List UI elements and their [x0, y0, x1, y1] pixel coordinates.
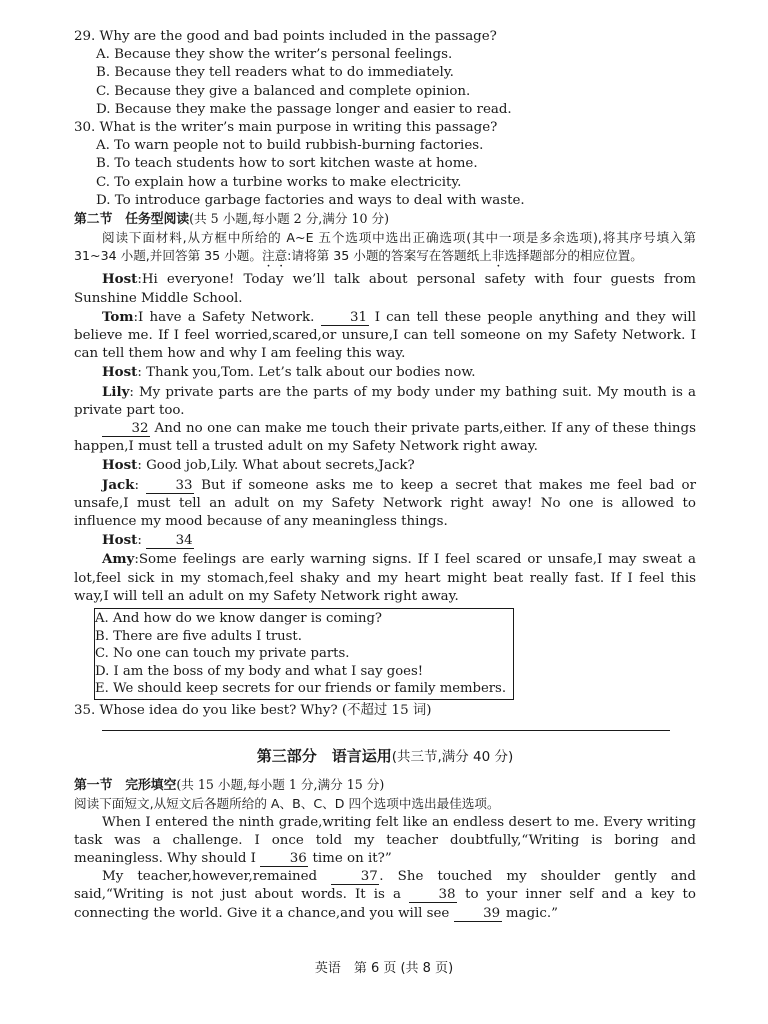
speaker-amy: Amy	[102, 551, 135, 568]
q30-option-d: D. To introduce garbage factories and ways to deal with waste.	[96, 192, 525, 208]
q29-option-b: B. Because they tell readers what to do immediately.	[96, 65, 454, 81]
speaker-host: Host	[102, 364, 138, 381]
q30-stem: 30. What is the writer’s main purpose in writing this passage?	[74, 120, 498, 136]
blank-38[interactable]: 38	[409, 888, 457, 903]
blank-32[interactable]: 32	[102, 422, 150, 437]
q29-option-d: D. Because they make the passage longer and easier to read.	[96, 101, 512, 117]
options-box	[94, 608, 514, 700]
blank-37[interactable]: 37	[331, 870, 379, 885]
speaker-lily: Lily	[102, 383, 130, 400]
q30-option-b: B. To teach students how to sort kitchen waste at home.	[96, 156, 478, 172]
dialogue-host-4: Host: 34	[102, 532, 193, 549]
box-option-c: C. No one can touch my private parts.	[95, 646, 350, 662]
dialogue-lily-2: 32 And no one can make me touch their private parts,either. If any of these things happen,I must tell a trusted adult on my Safety Network right away.	[74, 421, 696, 455]
blank-34[interactable]: 34	[146, 534, 194, 549]
speaker-host: Host	[102, 457, 138, 474]
section2-heading	[74, 210, 696, 229]
page-footer: 英语 第 6 页 (共 8 页)	[314, 961, 454, 976]
dialogue-host-2: Host: Thank you,Tom. Let’s talk about our bodies now.	[102, 364, 476, 381]
section2-title: 第二节 任务型阅读	[74, 212, 190, 228]
q29-option-c: C. Because they give a balanced and complete opinion.	[96, 83, 471, 99]
box-option-d: D. I am the boss of my body and what I say goes!	[95, 663, 424, 679]
part3-heading	[74, 745, 696, 766]
instr-note: 注意	[261, 248, 288, 264]
q30-option-c: C. To explain how a turbine works to make electricity.	[96, 174, 462, 190]
instr-fei: 非	[491, 248, 505, 264]
cloze-paragraph-1: When I entered the ninth grade,writing felt like an endless desert to me. Every writing task was a challenge. I once told my teacher doubtfully,“Writing is boring and meaningless. Why should I 36 time on it?”	[74, 814, 696, 867]
dialogue-jack: Jack: 33 But if someone asks me to keep a secret that makes me feel bad or unsafe,I must tell an adult on my Safety Network right away! No one is allowed to influence my mood because of any meaningless things.	[74, 476, 697, 530]
section2-instructions: 阅读下面材料,从方框中所给的 A~E 五个选项中选出正确选项(其中一项是多余选项),将其序号填入第 31~34 小题,并回答第 35 小题。注意:请将第 35 小题的答案写在答题纸上非选择题部分的相应位置。	[74, 230, 696, 264]
speaker-jack: Jack	[102, 476, 135, 493]
q29-stem: 29. Why are the good and bad points included in the passage?	[74, 29, 497, 44]
blank-36[interactable]: 36	[260, 852, 308, 867]
dialogue-tom: Tom:I have a Safety Network. 31 I can tell these people anything and they will believe me. If I feel worried,scared,or unsure,I can tell someone on my Safety Network. I can tell them how and why I am feeling this way.	[74, 308, 696, 362]
blank-39[interactable]: 39	[454, 907, 502, 922]
box-option-e: E. We should keep secrets for our friends or family members.	[95, 681, 507, 697]
dialogue-lily: Lily: My private parts are the parts of my body under my bathing suit. My mouth is a private part too.	[74, 383, 696, 418]
part3-score: (共三节,满分 40 分)	[391, 749, 514, 766]
part3-title: 第三部分 语言运用	[256, 747, 392, 766]
cloze-score: (共 15 小题,每小题 1 分,满分 15 分)	[176, 777, 385, 793]
blank-31[interactable]: 31	[321, 311, 369, 326]
speaker-tom: Tom	[102, 308, 134, 325]
dialogue-host-1: Host:Hi everyone! Today we’ll talk about personal safety with four guests from Sunshine Middle School.	[74, 271, 696, 306]
box-option-a: A. And how do we know danger is coming?	[95, 611, 383, 627]
cloze-heading	[74, 776, 696, 795]
speaker-host: Host	[102, 532, 138, 549]
dialogue-host-3: Host: Good job,Lily. What about secrets,Jack?	[102, 457, 415, 474]
cloze-paragraph-2: My teacher,however,remained 37. She touched my shoulder gently and said,“Writing is not just about words. It is a 38 to your inner self and a key to connecting the world. Give it a chance,and you will see 39 magic.”	[74, 869, 696, 921]
cloze-instruction: 阅读下面短文,从短文后各题所给的 A、B、C、D 四个选项中选出最佳选项。	[74, 796, 500, 812]
section2-score: (共 5 小题,每小题 2 分,满分 10 分)	[189, 211, 390, 227]
blank-33[interactable]: 33	[146, 479, 194, 494]
box-option-b: B. There are five adults I trust.	[95, 628, 302, 644]
q30-option-a: A. To warn people not to build rubbish-burning factories.	[96, 138, 484, 154]
q35: 35. Whose idea do you like best? Why? (不超过 15 词)	[74, 703, 432, 719]
q29-option-a: A. Because they show the writer’s personal feelings.	[96, 47, 453, 63]
divider	[102, 730, 670, 731]
cloze-title: 第一节 完形填空	[74, 778, 177, 794]
speaker-host: Host	[102, 271, 138, 288]
dialogue-amy: Amy:Some feelings are early warning signs. If I feel scared or unsafe,I may sweat a lot,feel sick in my stomach,feel shaky and my heart might beat really fast. If I feel this way,I will tell an adult on my Safety Network right away.	[74, 551, 696, 604]
